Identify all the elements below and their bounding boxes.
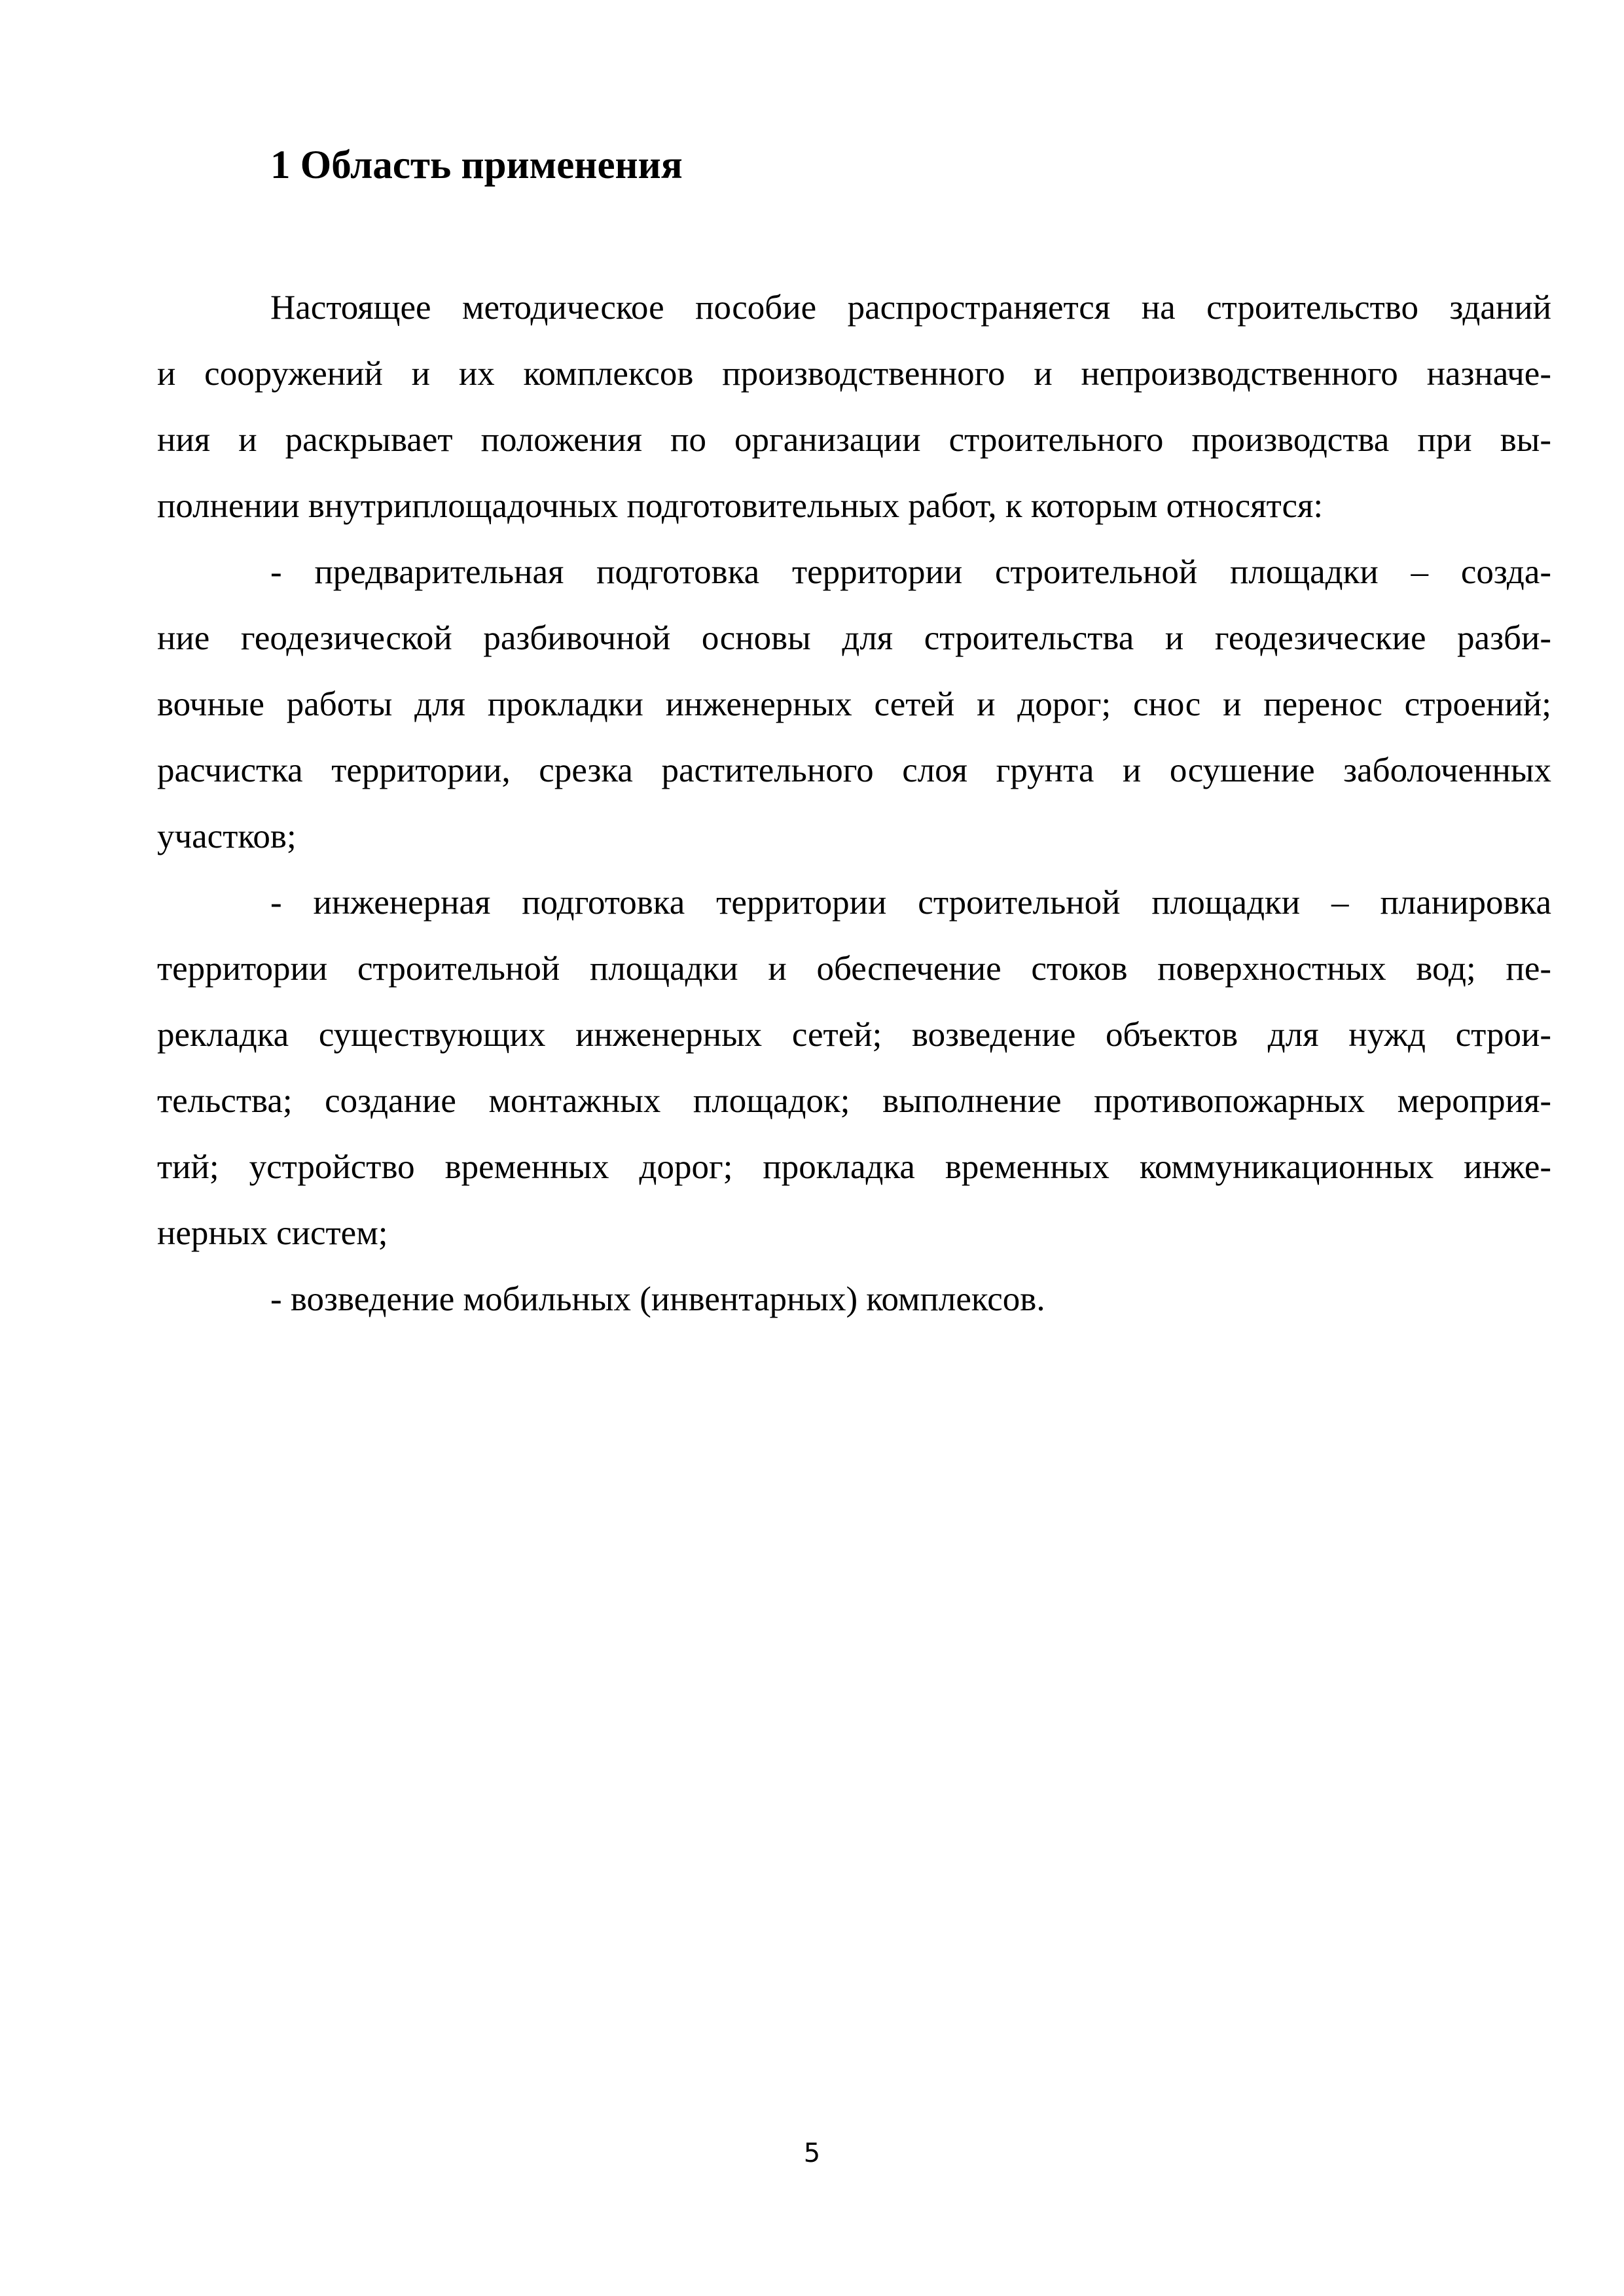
text-line: полнении внутриплощадочных подготовительных работ, к которым относятся: (157, 487, 1324, 525)
text-line: тельства; создание монтажных площадок; выполнение противопожарных мероприя- (157, 1082, 1551, 1120)
text-line: расчистка территории, срезка растительного слоя грунта и осушение заболоченных (157, 751, 1551, 789)
text-line: территории строительной площадки и обеспечение стоков поверхностных вод; пе- (157, 950, 1551, 988)
text-line: - возведение мобильных (инвентарных) комплексов. (270, 1280, 1045, 1318)
section-heading: 1 Область применения (270, 143, 683, 187)
text-line: ние геодезической разбивочной основы для строительства и геодезические разби- (157, 619, 1551, 657)
list-item-preliminary-preparation (157, 539, 1551, 870)
text-line: тий; устройство временных дорог; прокладка временных коммуникационных инже- (157, 1148, 1551, 1186)
body-text (157, 275, 1551, 1333)
text-line: и сооружений и их комплексов производственного и непроизводственного назначе- (157, 355, 1551, 393)
text-line: ния и раскрывает положения по организации строительного производства при вы- (157, 421, 1551, 459)
text-line: рекладка существующих инженерных сетей; возведение объектов для нужд строи- (157, 1016, 1551, 1054)
list-item-engineering-preparation (157, 870, 1551, 1266)
text-line: нерных систем; (157, 1214, 388, 1252)
text-line: Настоящее методическое пособие распространяется на строительство зданий (270, 289, 1551, 327)
text-line: - предварительная подготовка территории строительной площадки – созда- (270, 553, 1551, 591)
page-number: 5 (803, 2138, 821, 2168)
list-item-mobile-complexes (157, 1266, 1551, 1333)
paragraph-intro (157, 275, 1551, 539)
text-line: вочные работы для прокладки инженерных сетей и дорог; снос и перенос строений; (157, 685, 1551, 723)
text-line: участков; (157, 817, 297, 855)
text-line: - инженерная подготовка территории строительной площадки – планировка (270, 884, 1551, 922)
